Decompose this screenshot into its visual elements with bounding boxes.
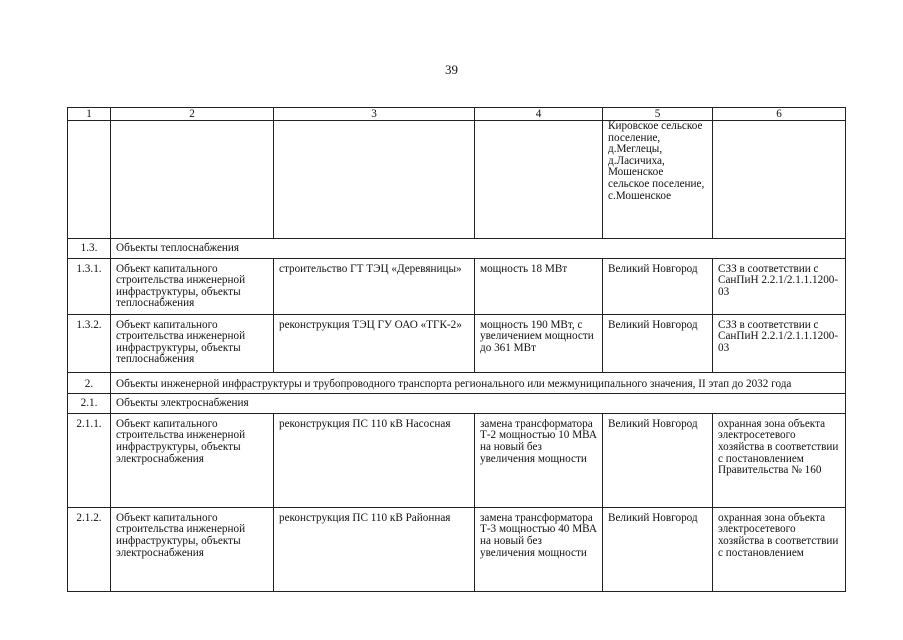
cell-object: Объект капитального строительства инженерной инфраструктуры, объекты электроснабжения [111, 507, 274, 591]
cell-characteristics: замена трансформатора Т-3 мощностью 40 МВА на новый без увеличения мощности [475, 507, 603, 591]
header-col-5: 5 [603, 108, 713, 121]
section-title: Объекты теплоснабжения [111, 239, 846, 259]
table-row [68, 314, 846, 372]
section-number: 2.1. [68, 394, 111, 414]
cell-work: реконструкция ТЭЦ ГУ ОАО «ТГК-2» [274, 314, 475, 372]
cell-location: Кировское сельское поселение, д.Меглецы, д.Ласичиха, Мошенское сельское поселение, с.Мошенское [603, 121, 713, 239]
cell-num: 2.1.2. [68, 507, 111, 591]
header-col-4: 4 [475, 108, 603, 121]
cell-object [111, 121, 274, 239]
section-number: 2. [68, 372, 111, 394]
cell-characteristics: мощность 190 МВт, с увеличением мощности до 361 МВт [475, 314, 603, 372]
cell-location: Великий Новгород [603, 258, 713, 314]
cell-work: реконструкция ПС 110 кВ Районная [274, 507, 475, 591]
header-col-6: 6 [713, 108, 846, 121]
cell-num: 1.3.2. [68, 314, 111, 372]
header-col-1: 1 [68, 108, 111, 121]
section-title: Объекты электроснабжения [111, 394, 846, 414]
cell-characteristics: замена трансформатора Т-2 мощностью 10 МВА на новый без увеличения мощности [475, 413, 603, 507]
cell-object: Объект капитального строительства инженерной инфраструктуры, объекты теплоснабжения [111, 314, 274, 372]
table-header-row [68, 108, 846, 121]
cell-zone: охранная зона объекта электросетевого хозяйства в соответствии с постановлением [713, 507, 846, 591]
cell-characteristics [475, 121, 603, 239]
cell-zone: охранная зона объекта электросетевого хозяйства в соответствии с постановлением Правительства № 160 [713, 413, 846, 507]
cell-object: Объект капитального строительства инженерной инфраструктуры, объекты электроснабжения [111, 413, 274, 507]
table-row [68, 413, 846, 507]
cell-work: строительство ГТ ТЭЦ «Деревяницы» [274, 258, 475, 314]
document-table [67, 107, 846, 592]
header-col-2: 2 [111, 108, 274, 121]
cell-characteristics: мощность 18 МВт [475, 258, 603, 314]
cell-object: Объект капитального строительства инженерной инфраструктуры, объекты теплоснабжения [111, 258, 274, 314]
cell-location: Великий Новгород [603, 314, 713, 372]
cell-work [274, 121, 475, 239]
table-row [68, 121, 846, 239]
cell-work: реконструкция ПС 110 кВ Насосная [274, 413, 475, 507]
cell-zone: СЗЗ в соответствии с СанПиН 2.2.1/2.1.1.1200-03 [713, 314, 846, 372]
cell-num: 2.1.1. [68, 413, 111, 507]
cell-zone: СЗЗ в соответствии с СанПиН 2.2.1/2.1.1.1200-03 [713, 258, 846, 314]
cell-location: Великий Новгород [603, 507, 713, 591]
table-row [68, 507, 846, 591]
header-col-3: 3 [274, 108, 475, 121]
section-row [68, 372, 846, 394]
section-number: 1.3. [68, 239, 111, 259]
section-title: Объекты инженерной инфраструктуры и трубопроводного транспорта регионального или межмуниципального значения, II этап до 2032 года [111, 372, 846, 394]
cell-num [68, 121, 111, 239]
table-row [68, 258, 846, 314]
cell-num: 1.3.1. [68, 258, 111, 314]
section-row [68, 394, 846, 414]
page-number: 39 [445, 62, 458, 77]
cell-location: Великий Новгород [603, 413, 713, 507]
cell-zone [713, 121, 846, 239]
section-row [68, 239, 846, 259]
